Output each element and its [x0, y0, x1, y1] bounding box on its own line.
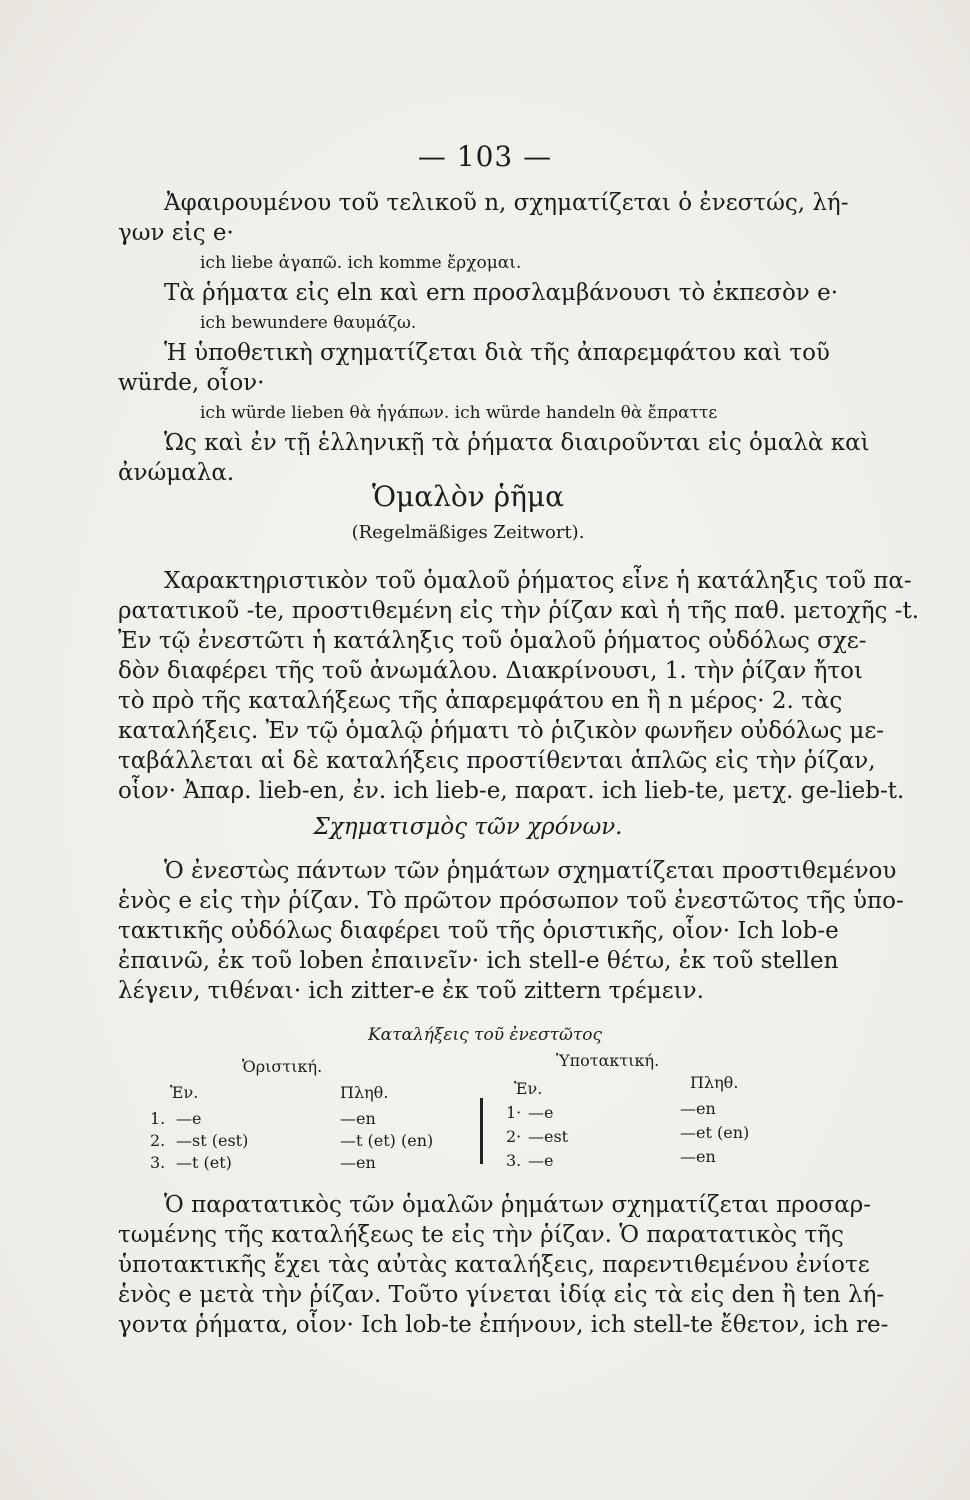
table-row-num: 1· — [506, 1103, 522, 1122]
text-line: Ὁ ἐνεστὼς πάντων τῶν ῥημάτων σχηματίζεται προστιθεμένου — [164, 858, 897, 884]
table-indicative-singular-header: Ἑν. — [170, 1083, 199, 1102]
paragraph-present — [118, 856, 904, 1006]
table-row-num: 3. — [150, 1153, 166, 1172]
text-line: ταβάλλεται αἱ δὲ καταλήξεις προστίθενται ἁπλῶς εἰς τὴν ῥίζαν, — [118, 748, 876, 774]
text-line: ρατατικοῦ -te, προστιθεμένη εἰς τὴν ῥίζαν καὶ ἡ τῆς παθ. μετοχῆς -t. — [118, 598, 920, 624]
table-subjunctive-plural-header: Πληθ. — [690, 1073, 739, 1092]
text-line: ὑποτακτικῆς ἔχει τὰς αὐτὰς καταλήξεις, παρεντιθεμένου ἐνίοτε — [118, 1252, 870, 1278]
table-cell: —en — [340, 1153, 376, 1172]
section-subheading-german: (Regelmäßiges Zeitwort). — [351, 522, 585, 543]
table-title: Καταλήξεις τοῦ ἐνεστῶτος — [367, 1025, 603, 1045]
table-row-num: 1. — [150, 1109, 166, 1128]
table-divider — [480, 1098, 483, 1164]
section-heading-tenses: Σχηματισμὸς τῶν χρόνων. — [313, 814, 623, 840]
section-heading-regular-verb: Ὁμαλὸν ῥῆμα — [371, 480, 565, 513]
table-cell: —e — [176, 1109, 202, 1128]
table-cell: —st (est) — [176, 1131, 249, 1150]
example-line: ich bewundere θαυμάζω. — [200, 313, 417, 333]
page-number: — 103 — — [417, 140, 553, 173]
text-line: οἷον· Ἀπαρ. lieb-en, ἐν. ich lieb-e, παρατ. ich lieb-te, μετχ. ge-lieb-t. — [118, 778, 905, 804]
text-line: γοντα ῥήματα, οἷον· Ich lob-te ἐπήνουν, ich stell-te ἔθετον, ich re- — [118, 1312, 889, 1338]
text-line: δὸν διαφέρει τῆς τοῦ ἀνωμάλου. Διακρίνουσι, 1. τὴν ῥίζαν ἤτοι — [118, 658, 863, 684]
table-cell: —et (en) — [680, 1123, 750, 1142]
text-line: καταλήξεις. Ἐν τῷ ὁμαλῷ ῥήματι τὸ ῥιζικὸν φωνῆεν οὐδόλως με- — [118, 718, 885, 744]
text-line: Ἐν τῷ ἐνεστῶτι ἡ κατάληξις τοῦ ὁμαλοῦ ῥήματος οὐδόλως σχε- — [118, 628, 867, 654]
text-line: Ὁ παρατατικὸς τῶν ὁμαλῶν ῥημάτων σχηματίζεται προσαρ- — [164, 1192, 872, 1218]
text-line: τωμένης τῆς καταλήξεως te εἰς τὴν ῥίζαν. Ὁ παρατατικὸς τῆς — [118, 1222, 844, 1248]
text-line: Χαρακτηριστικὸν τοῦ ὁμαλοῦ ῥήματος εἶνε ἡ κατάληξις τοῦ πα- — [164, 568, 912, 594]
table-cell: —t (et) (en) — [340, 1131, 434, 1150]
paragraph-imperfect — [118, 1190, 889, 1340]
paragraph-characteristic — [118, 566, 920, 806]
table-row-num: 2. — [150, 1131, 166, 1150]
text-line: Ἡ ὑποθετικὴ σχηματίζεται διὰ τῆς ἀπαρεμφάτου καὶ τοῦ — [164, 340, 830, 366]
paragraph-intro — [118, 188, 870, 488]
text-line: Τὰ ῥήματα εἰς eln καὶ ern προσλαμβάνουσι τὸ ἐκπεσὸν e· — [164, 280, 839, 306]
text-line: ἑνὸς e εἰς τὴν ῥίζαν. Τὸ πρῶτον πρόσωπον τοῦ ἐνεστῶτος τῆς ὑπο- — [118, 888, 904, 914]
text-line: würde, οἷον· — [118, 370, 265, 396]
text-line: λέγειν, τιθέναι· ich zitter-e ἐκ τοῦ zittern τρέμειν. — [118, 978, 704, 1004]
table-cell: —t (et) — [176, 1153, 232, 1172]
example-line: ich würde lieben θὰ ἠγάπων. ich würde handeln θὰ ἔπραττε — [200, 403, 718, 423]
table-subjunctive-singular-header: Ἑν. — [514, 1079, 543, 1098]
table-cell: —en — [680, 1099, 716, 1118]
table-row-num: 2· — [506, 1127, 522, 1146]
text-line: ἀνώμαλα. — [118, 460, 235, 486]
text-line: γων εἰς e· — [118, 220, 234, 246]
text-line: τακτικῆς οὐδόλως διαφέρει τοῦ τῆς ὁριστικῆς, οἷον· Ich lob-e — [118, 918, 839, 944]
text-line: Ὡς καὶ ἐν τῇ ἑλληνικῇ τὰ ῥήματα διαιροῦνται εἰς ὁμαλὰ καὶ — [164, 430, 870, 456]
table-indicative-label: Ὁριστική. — [242, 1057, 323, 1076]
text-line: Ἀφαιρουμένου τοῦ τελικοῦ n, σχηματίζεται ὁ ἐνεστώς, λή- — [164, 190, 849, 216]
table-cell: —est — [528, 1127, 569, 1146]
table-cell: —e — [528, 1103, 554, 1122]
text-line: τὸ πρὸ τῆς καταλήξεως τῆς ἀπαρεμφάτου en ἢ n μέρος· 2. τὰς — [118, 688, 843, 714]
table-cell: —en — [340, 1109, 376, 1128]
text-line: ἑνὸς e μετὰ τὴν ῥίζαν. Τοῦτο γίνεται ἰδίᾳ εἰς τὰ εἰς den ἢ ten λή- — [118, 1282, 885, 1308]
example-line: ich liebe ἀγαπῶ. ich komme ἔρχομαι. — [200, 253, 522, 273]
table-cell: —e — [528, 1151, 554, 1170]
table-row-num: 3. — [506, 1151, 522, 1170]
table-subjunctive-label: Ὑποτακτική. — [556, 1051, 660, 1070]
table-indicative-plural-header: Πληθ. — [340, 1083, 389, 1102]
text-line: ἐπαινῶ, ἐκ τοῦ loben ἐπαινεῖν· ich stell-e θέτω, ἐκ τοῦ stellen — [118, 948, 839, 974]
table-cell: —en — [680, 1147, 716, 1166]
